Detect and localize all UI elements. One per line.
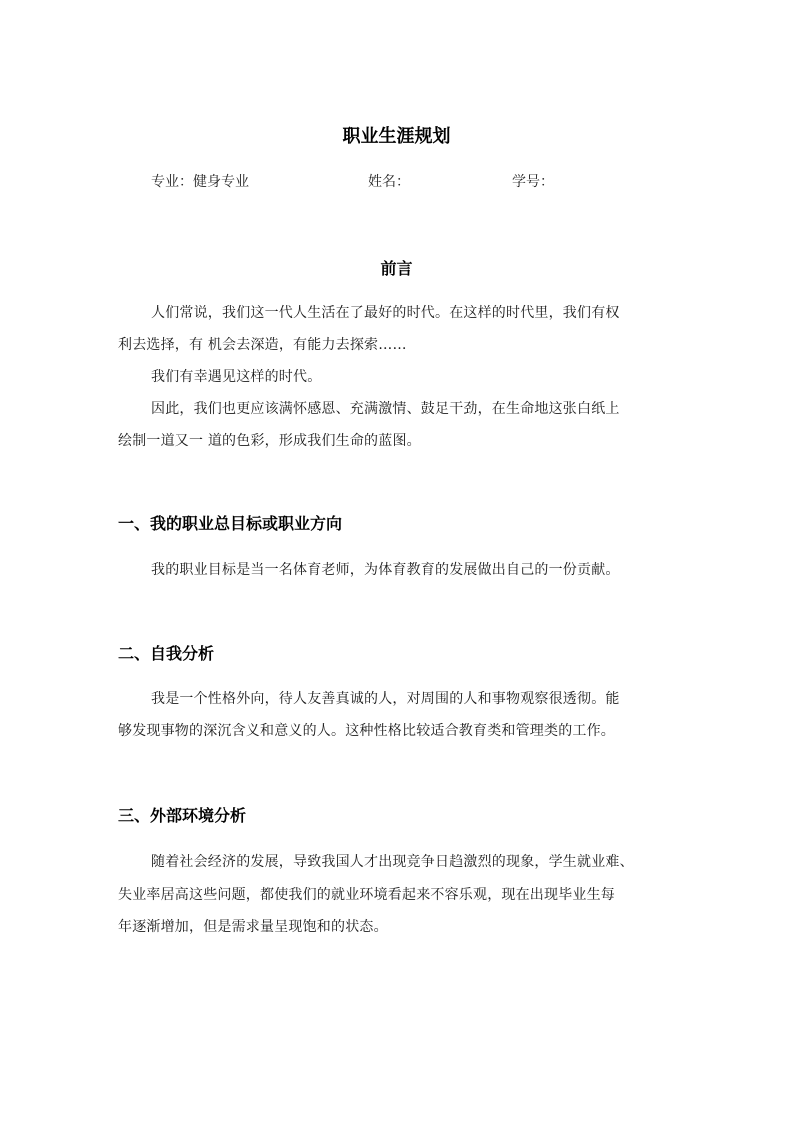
section-heading-self-analysis: 二、自我分析 [118,644,215,663]
section-line: 年逐渐增加，但是需求量呈现饱和的状态。 [118,919,388,935]
section-line: 失业率居高这些问题，都使我们的就业环境看起来不容乐观，现在出现毕业生每 [118,887,615,903]
preface-line: 人们常说，我们这一代人生活在了最好的时代。在这样的时代里，我们有权 [151,305,620,321]
section-line: 够发现事物的深沉含义和意义的人。这种性格比较适合教育类和管理类的工作。 [118,723,615,739]
major-field: 专业：健身专业 [151,174,249,190]
preface-line: 因此，我们也更应该满怀感恩、充满激情、鼓足干劲，在生命地这张白纸上 [151,401,620,417]
section-line: 随着社会经济的发展，导致我国人才出现竞争日趋激烈的现象，学生就业难、 [151,854,634,870]
preface-line: 绘制一道又一 道的色彩，形成我们生命的蓝图。 [118,433,421,449]
name-field: 姓名： [368,174,410,190]
student-id-field: 学号： [512,174,554,190]
section-line: 我是一个性格外向，待人友善真诚的人，对周围的人和事物观察很透彻。能 [151,691,620,707]
document-title: 职业生涯规划 [342,126,451,147]
section-line: 我的职业目标是当一名体育老师，为体育教育的发展做出自己的一份贡献。 [151,562,620,578]
section-heading-external-analysis: 三、外部环境分析 [118,806,247,825]
preface-heading: 前言 [380,259,413,278]
preface-line: 我们有幸遇见这样的时代。 [151,369,322,385]
preface-line: 利去选择，有 机会去深造，有能力去探索…… [118,337,407,353]
section-heading-career-goal: 一、我的职业总目标或职业方向 [118,514,343,533]
